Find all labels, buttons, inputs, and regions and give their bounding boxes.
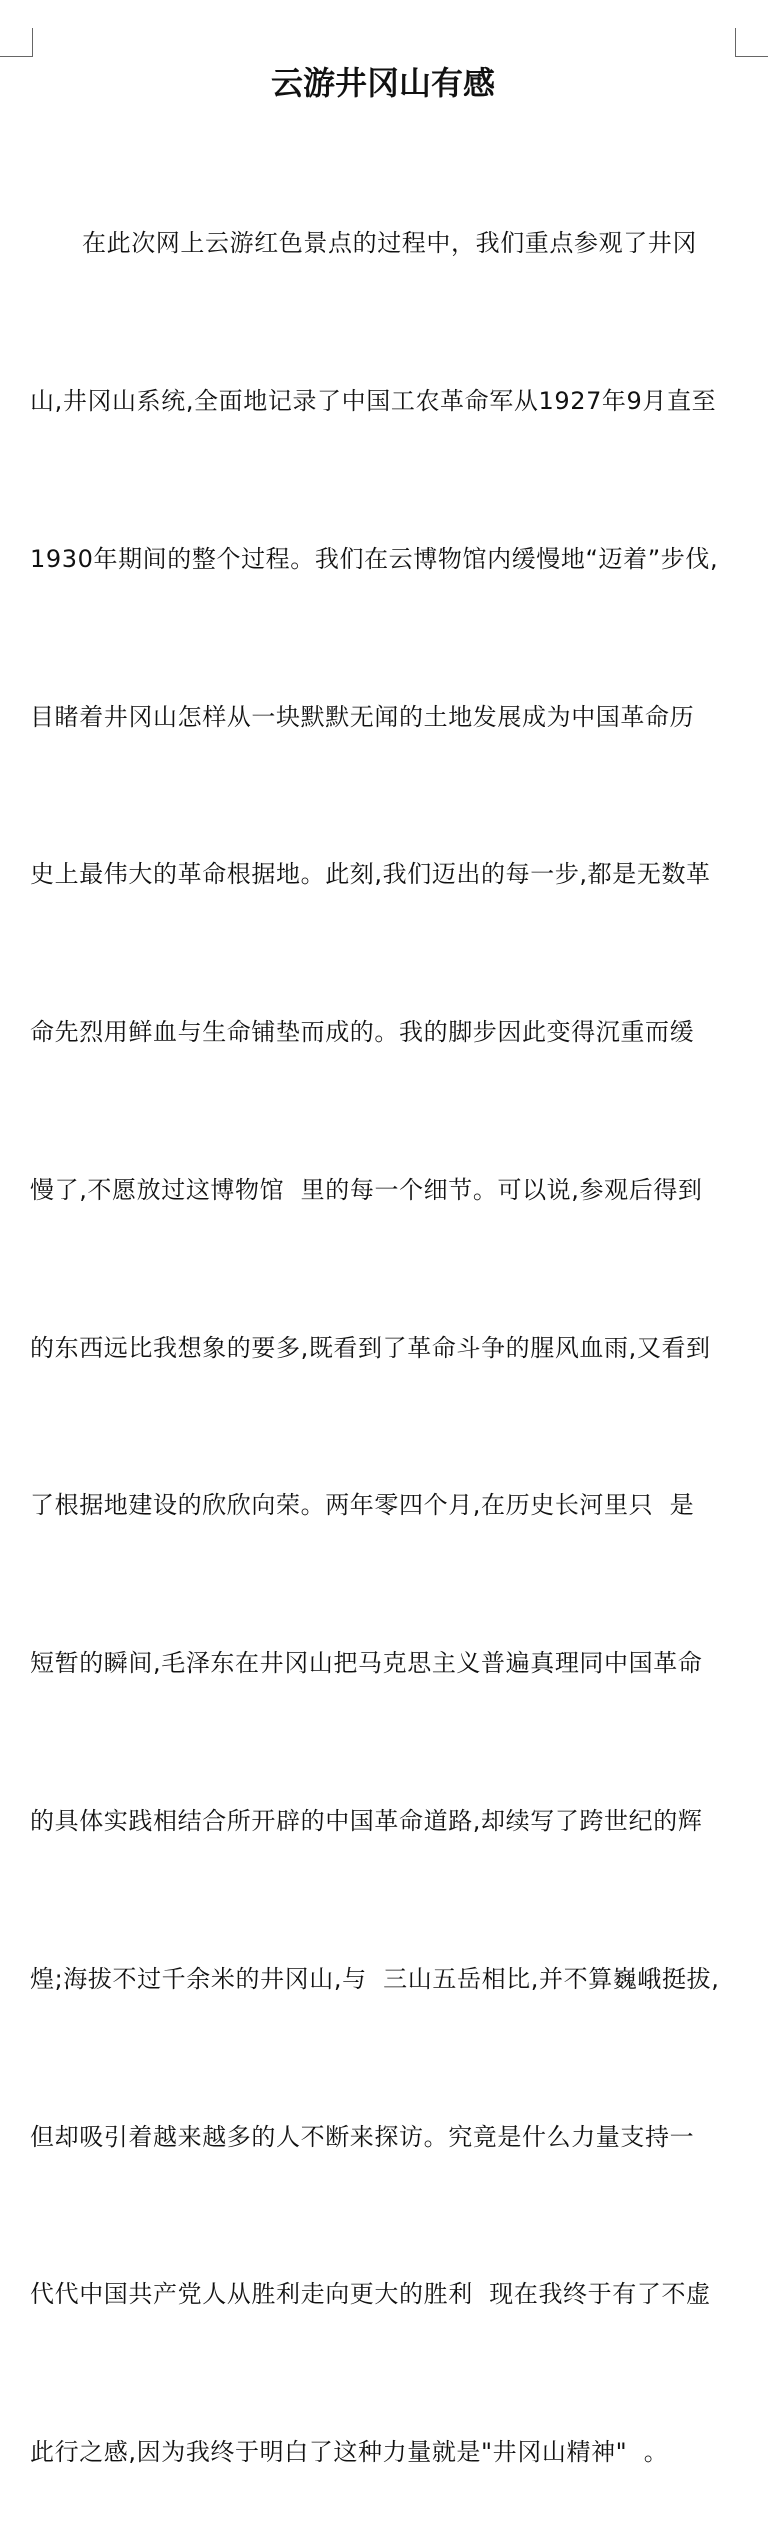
body-line: 的东西远比我想象的要多,既看到了革命斗争的腥风血雨,又看到 [30, 1333, 711, 1362]
page-corner-mark-top-right [735, 28, 768, 57]
body-line: 山,井冈山系统,全面地记录了中国工农革命军从1927年9月直至 [30, 386, 717, 415]
body-line: 短暂的瞬间,毛泽东在井冈山把马克思主义普遍真理同中国革命 [30, 1649, 703, 1678]
body-line: 在此次网上云游红色景点的过程中，我们重点参观了井冈 [82, 229, 697, 258]
body-line: 1930年期间的整个过程。我们在云博物馆内缓慢地“迈着”步伐, [30, 544, 719, 573]
body-line: 此行之感,因为我终于明白了这种力量就是"井冈山精神" 。 [30, 2438, 669, 2467]
body-line: 了根据地建设的欣欣向荣。两年零四个月,在历史长河里只 是 [30, 1491, 695, 1520]
document-body[interactable] [30, 112, 740, 2531]
body-line: 命先烈用鲜血与生命铺垫而成的。我的脚步因此变得沉重而缓 [30, 1018, 695, 1047]
body-line: 史上最伟大的革命根据地。此刻,我们迈出的每一步,都是无数革 [30, 860, 711, 889]
page-corner-mark-top-left [0, 28, 33, 57]
body-line: 但却吸引着越来越多的人不断来探访。究竟是什么力量支持一 [30, 2122, 695, 2151]
body-line: 的具体实践相结合所开辟的中国革命道路,却续写了跨世纪的辉 [30, 1807, 703, 1835]
body-line: 慢了,不愿放过这博物馆 里的每一个细节。可以说,参观后得到 [30, 1175, 703, 1204]
body-line: 目睹着井冈山怎样从一块默默无闻的土地发展成为中国革命历 [30, 702, 695, 731]
body-line: 煌;海拔不过千余米的井冈山,与 三山五岳相比,并不算巍峨挺拔, [30, 1964, 720, 1993]
body-line: 代代中国共产党人从胜利走向更大的胜利 现在我终于有了不虚 [30, 2280, 711, 2309]
document-title: 云游井冈山有感 [270, 64, 495, 102]
